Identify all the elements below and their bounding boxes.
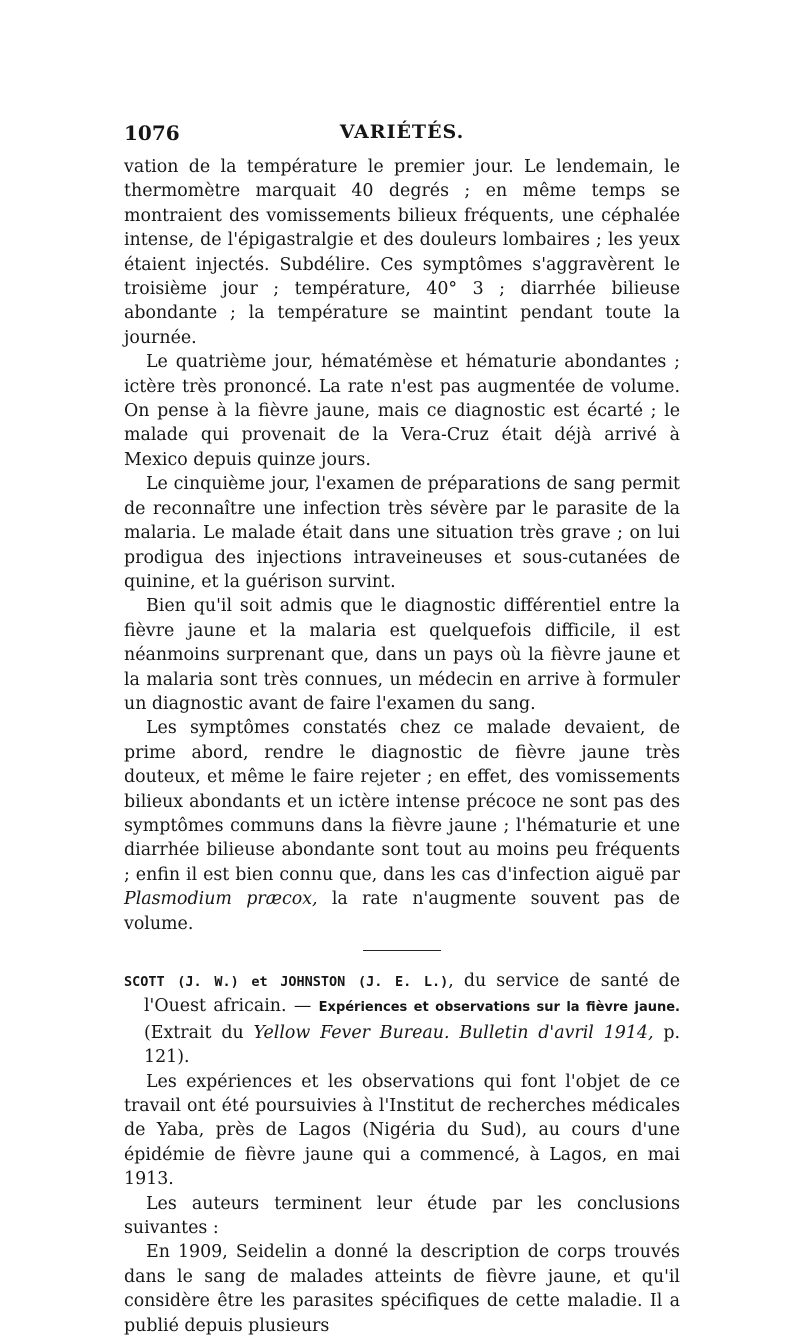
reference-extract: (Extrait du [144,1022,254,1043]
paragraph-8: En 1909, Seidelin a donné la description de corps trouvés dans le sang de malades atteints de fièvre jaune, et qu'il considère être les parasites spécifiques de cette maladie. Il a publié depuis plusieurs [124,1242,680,1336]
paragraph-4: Bien qu'il soit admis que le diagnostic différentiel entre la fièvre jaune et la malaria est quelquefois difficile, il est néanmoins surprenant que, dans un pays où la fièvre jaune et la malaria sont très connues, un médecin en arrive à formuler un diagnostic avant de faire l'examen du sang. [124,596,680,714]
species-name: Plasmodium præcox, [124,889,318,910]
reference-title: Expériences et observations sur la fièvre jaune. [318,1000,680,1016]
paragraph-3: Le cinquième jour, l'examen de préparations de sang permit de reconnaître une infection très sévère par le parasite de la malaria. Le malade était dans une situation très grave ; on lui prodigua des injections intraveineuses et sous-cutanées de quinine, et la guérison survint. [124,474,680,592]
reference-entry [124,969,680,1070]
page-header [124,121,680,149]
paragraph-5-end: la rate n'augmente souvent pas de volume. [124,889,680,934]
paragraph-5-text: Les symptômes constatés chez ce malade devaient, de prime abord, rendre le diagnostic de fièvre jaune très douteux, et même le faire rejeter ; en effet, des vomissements bilieux abondants et un ictère intense précoce ne sont pas des symptômes communs dans la fièvre jaune ; l'hématurie et une diarrhée bilieuse abondante sont tout au moins peu fréquents ; enfin il est bien connu que, dans les cas d'infection aiguë par [124,718,680,885]
reference-authors: SCOTT (J. W.) et JOHNSTON (J. E. L.) [124,974,449,990]
reference-journal: Yellow Fever Bureau. Bulletin d'avril 1914, [253,1022,654,1043]
running-title: VARIÉTÉS. [339,121,465,143]
body-text [124,155,680,1338]
paragraph-2: Le quatrième jour, hématémèse et hématurie abondantes ; ictère très prononcé. La rate n'est pas augmentée de volume. On pense à la fièvre jaune, mais ce diagnostic est écarté ; le malade qui provenait de la Vera-Cruz était déjà arrivé à Mexico depuis quinze jours. [124,352,680,470]
paragraph-5 [124,716,680,936]
page-number: 1076 [124,121,180,145]
section-divider [363,950,441,951]
paragraph-7: Les auteurs terminent leur étude par les conclusions suivantes : [124,1193,680,1239]
reference-page: p. 121). [144,1022,680,1068]
paragraph-1: vation de la température le premier jour. Le lendemain, le thermomètre marquait 40 degrés ; en même temps se montraient des vomissements bilieux fréquents, une céphalée intense, de l'épigastralgie et des douleurs lombaires ; les yeux étaient injectés. Subdélire. Ces symptômes s'aggravèrent le troisième jour ; température, 40° 3 ; diarrhée bilieuse abondante ; la température se maintint pendant toute la journée. [124,157,680,348]
paragraph-6: Les expériences et les observations qui font l'objet de ce travail ont été poursuivies à l'Institut de recherches médicales de Yaba, près de Lagos (Nigéria du Sud), au cours d'une épidémie de fièvre jaune qui a commencé, à Lagos, en mai 1913. [124,1071,680,1190]
reference-affiliation: , du service de santé de l'Ouest africain. — [144,971,680,1017]
